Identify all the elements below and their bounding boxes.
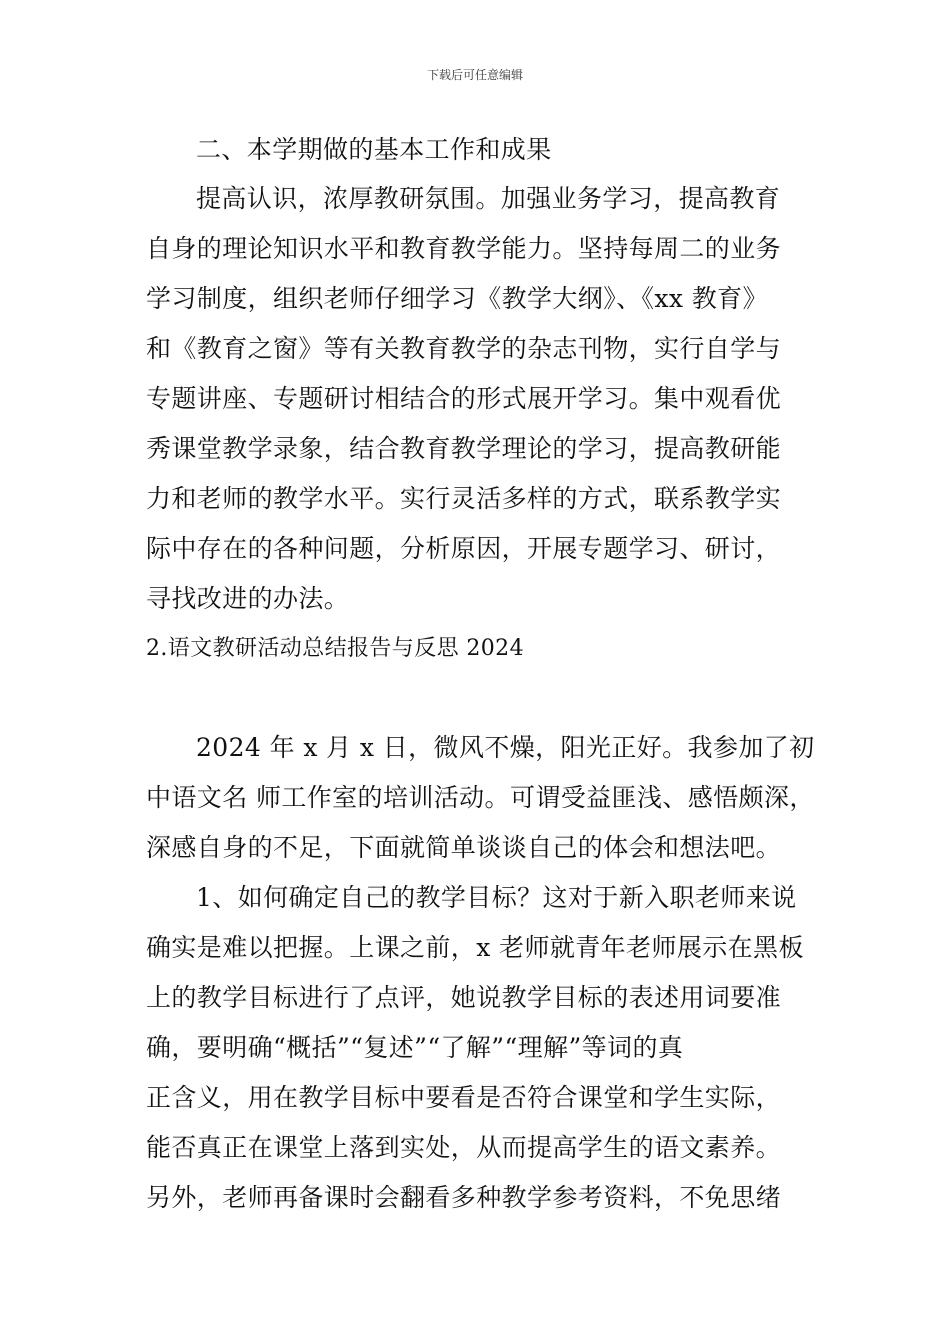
paragraph-line: 深感自身的不足，下面就简单谈谈自己的体会和想法吧。 [146, 833, 782, 862]
paragraph-line: 力和老师的教学水平。实行灵活多样的方式，联系教学实 [146, 484, 782, 513]
section-heading: 二、本学期做的基本工作和成果 [196, 135, 552, 164]
page-header: 下载后可任意编辑 [426, 68, 523, 82]
paragraph-line: 另外，老师再备课时会翻看多种教学参考资料，不免思绪 [146, 1183, 782, 1212]
paragraph-line: 中语文名 师工作室的培训活动。可谓受益匪浅、感悟颇深， [146, 783, 815, 812]
paragraph-line: 自身的理论知识水平和教育教学能力。坚持每周二的业务 [146, 234, 782, 263]
paragraph-line: 上的教学目标进行了点评，她说教学目标的表述用词要准 [146, 983, 782, 1012]
paragraph-line: 提高认识，浓厚教研氛围。加强业务学习，提高教育 [196, 184, 781, 213]
paragraph-line: 秀课堂教学录象，结合教育教学理论的学习，提高教研能 [146, 434, 782, 463]
paragraph-line: 际中存在的各种问题，分析原因，开展专题学习、研讨， [146, 534, 782, 563]
paragraph-line: 正含义，用在教学目标中要看是否符合课堂和学生实际， [146, 1083, 782, 1112]
paragraph-line: 能否真正在课堂上落到实处，从而提高学生的语文素养。 [146, 1133, 782, 1162]
paragraph-line: 学习制度，组织老师仔细学习《教学大纲》、《xx 教育》 [146, 284, 768, 313]
paragraph-line: 1、如何确定自己的教学目标？这对于新入职老师来说 [196, 883, 797, 912]
paragraph-line: 专题讲座、专题研讨相结合的形式展开学习。集中观看优 [146, 384, 782, 413]
paragraph-line: 和《教育之窗》等有关教育教学的杂志刊物，实行自学与 [146, 334, 782, 363]
paragraph-line: 确，要明确“概括”“复述”“了解”“理解”等词的真 [146, 1033, 684, 1062]
paragraph-line: 确实是难以把握。上课之前，x 老师就青年老师展示在黑板 [146, 933, 804, 962]
section-title: 2.语文教研活动总结报告与反思 2024 [146, 636, 524, 661]
paragraph-line: 寻找改进的办法。 [146, 584, 350, 613]
paragraph-line: 2024 年 x 月 x 日，微风不燥，阳光正好。我参加了初 [196, 733, 815, 762]
